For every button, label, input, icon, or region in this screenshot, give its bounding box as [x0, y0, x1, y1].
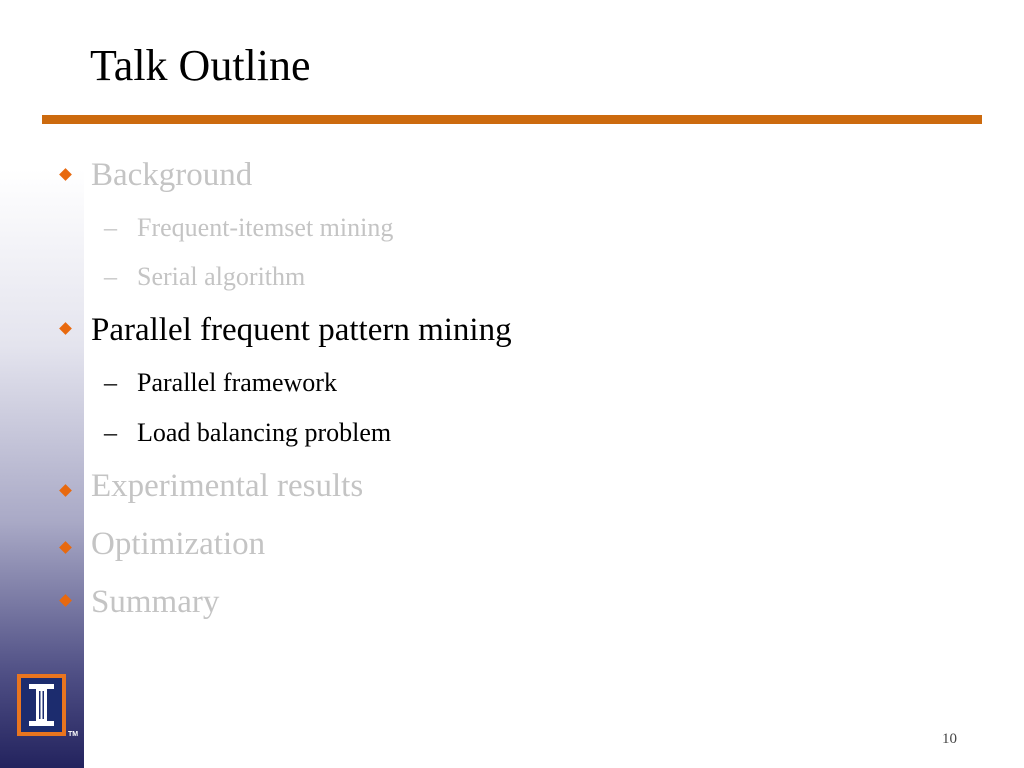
diamond-bullet-icon: [59, 168, 72, 181]
diamond-bullet-icon: [59, 484, 72, 497]
university-column-logo-icon: [17, 674, 66, 736]
outline-item-background: Background: [91, 157, 253, 193]
slide-title: Talk Outline: [90, 41, 311, 90]
outline-item-optimization: Optimization: [91, 526, 266, 562]
outline-subitem: Frequent-itemset mining: [137, 213, 394, 242]
dash-bullet: –: [104, 418, 117, 447]
outline-item-summary: Summary: [91, 584, 220, 620]
dash-bullet: –: [104, 368, 117, 397]
page-number: 10: [942, 731, 957, 747]
outline-item-parallel-mining: Parallel frequent pattern mining: [91, 312, 512, 348]
diamond-bullet-icon: [59, 322, 72, 335]
trademark-mark: TM: [68, 731, 79, 738]
diamond-bullet-icon: [59, 541, 72, 554]
outline-item-experimental-results: Experimental results: [91, 468, 364, 504]
outline-subitem: Parallel framework: [137, 368, 337, 397]
outline-subitem: Serial algorithm: [137, 262, 306, 291]
outline-subitem: Load balancing problem: [137, 418, 392, 447]
dash-bullet: –: [104, 262, 117, 291]
diamond-bullet-icon: [59, 594, 72, 607]
dash-bullet: –: [104, 213, 117, 242]
